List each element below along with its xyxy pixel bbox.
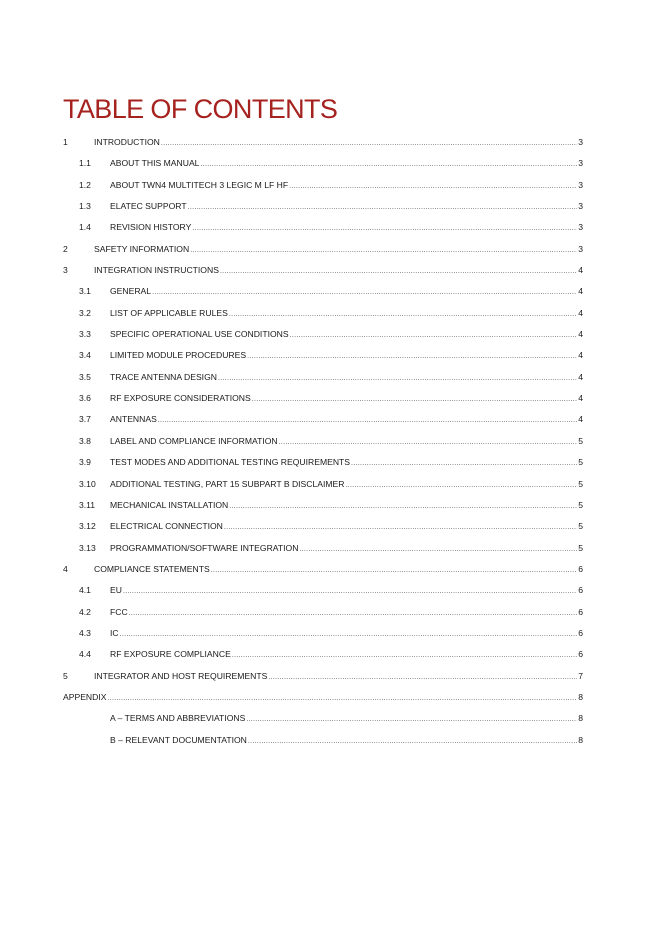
toc-entry-number: 1.4 — [79, 222, 91, 233]
toc-entry[interactable] — [63, 132, 583, 153]
toc-dot-leader — [229, 304, 577, 325]
toc-entry-page-number: 5 — [578, 435, 583, 446]
toc-entry-number: 4 — [63, 563, 68, 574]
toc-entry-number: 1.2 — [79, 179, 91, 190]
toc-entry-title: INTEGRATION INSTRUCTIONS — [94, 265, 219, 276]
toc-entry-page-number: 4 — [578, 414, 583, 425]
toc-entry-title: EU — [110, 585, 122, 596]
toc-entry-title: SPECIFIC OPERATIONAL USE CONDITIONS — [110, 329, 289, 340]
toc-dot-leader — [279, 432, 578, 453]
toc-entry-number: 3.2 — [79, 307, 91, 318]
toc-entry-title: RF EXPOSURE CONSIDERATIONS — [110, 393, 251, 404]
toc-entry[interactable] — [63, 388, 583, 409]
toc-entry[interactable] — [63, 345, 583, 366]
toc-entry[interactable] — [63, 452, 583, 473]
toc-dot-leader — [299, 539, 577, 560]
toc-entry-page-number: 3 — [578, 243, 583, 254]
toc-entry-number: 2 — [63, 243, 68, 254]
toc-dot-leader — [247, 346, 577, 367]
toc-entry[interactable] — [63, 730, 583, 751]
toc-entry-number: 1.3 — [79, 201, 91, 212]
toc-entry[interactable] — [63, 196, 583, 217]
toc-entry-number: 4.1 — [79, 585, 91, 596]
toc-entry-page-number: 6 — [578, 563, 583, 574]
toc-dot-leader — [232, 645, 577, 666]
toc-entry-page-number: 3 — [578, 201, 583, 212]
toc-dot-leader — [289, 176, 577, 197]
toc-entry-title: LABEL AND COMPLIANCE INFORMATION — [110, 435, 278, 446]
toc-entry[interactable] — [63, 644, 583, 665]
toc-entry-page-number: 6 — [578, 585, 583, 596]
toc-dot-leader — [107, 688, 577, 709]
toc-entry[interactable] — [63, 516, 583, 537]
toc-entry[interactable] — [63, 474, 583, 495]
toc-dot-leader — [248, 731, 577, 752]
toc-entry[interactable] — [63, 324, 583, 345]
toc-entry[interactable] — [63, 281, 583, 302]
toc-entry-title: INTEGRATOR AND HOST REQUIREMENTS — [94, 670, 268, 681]
toc-entry-number: 5 — [63, 670, 68, 681]
toc-entry-number: 3.1 — [79, 286, 91, 297]
toc-entry-title: LIMITED MODULE PROCEDURES — [110, 350, 247, 361]
toc-entry-title: RF EXPOSURE COMPLIANCE — [110, 649, 231, 660]
toc-entry[interactable] — [63, 708, 583, 729]
toc-entry[interactable] — [63, 687, 583, 708]
toc-entry[interactable] — [63, 153, 583, 174]
toc-dot-leader — [152, 282, 577, 303]
toc-entry[interactable] — [63, 666, 583, 687]
toc-entry[interactable] — [63, 559, 583, 580]
toc-dot-leader — [129, 603, 578, 624]
toc-entry-page-number: 3 — [578, 158, 583, 169]
toc-entry[interactable] — [63, 580, 583, 601]
toc-entry-number: 3.4 — [79, 350, 91, 361]
toc-entry-title: COMPLIANCE STATEMENTS — [94, 563, 210, 574]
toc-entry-page-number: 5 — [578, 478, 583, 489]
toc-entry[interactable] — [63, 303, 583, 324]
toc-entry-title: B – RELEVANT DOCUMENTATION — [110, 734, 247, 745]
toc-dot-leader — [246, 709, 577, 730]
toc-entry-page-number: 4 — [578, 371, 583, 382]
toc-dot-leader — [268, 667, 577, 688]
toc-entry-title: ABOUT TWN4 MULTITECH 3 LEGIC M LF HF — [110, 179, 289, 190]
toc-entry-page-number: 6 — [578, 649, 583, 660]
toc-dot-leader — [345, 475, 577, 496]
toc-entry-number: 3 — [63, 265, 68, 276]
toc-entry[interactable] — [63, 431, 583, 452]
toc-entry-page-number: 5 — [578, 499, 583, 510]
toc-entry-number: 3.11 — [79, 499, 96, 510]
toc-entry-page-number: 4 — [578, 265, 583, 276]
toc-entry[interactable] — [63, 175, 583, 196]
toc-entry-number: 1.1 — [79, 158, 91, 169]
toc-entry-page-number: 4 — [578, 286, 583, 297]
toc-dot-leader — [120, 624, 578, 645]
toc-dot-leader — [123, 581, 577, 602]
toc-entry-title: ANTENNAS — [110, 414, 157, 425]
toc-entry-page-number: 8 — [578, 713, 583, 724]
toc-entry-page-number: 6 — [578, 627, 583, 638]
toc-entry-page-number: 3 — [578, 137, 583, 147]
toc-dot-leader — [351, 453, 577, 474]
toc-entry-title: ABOUT THIS MANUAL — [110, 158, 200, 169]
toc-entry-page-number: 8 — [578, 734, 583, 745]
toc-entry-page-number: 5 — [578, 457, 583, 468]
toc-entry-number: 3.9 — [79, 457, 91, 468]
toc-entry-number: 4.3 — [79, 627, 91, 638]
toc-entry[interactable] — [63, 495, 583, 516]
toc-entry-number: 4.2 — [79, 606, 91, 617]
toc-entry-number: 3.10 — [79, 478, 96, 489]
toc-entry-page-number: 3 — [578, 222, 583, 233]
toc-entry-page-number: 5 — [578, 542, 583, 553]
toc-entry-number: 3.5 — [79, 371, 91, 382]
toc-dot-leader — [220, 261, 577, 282]
toc-title: TABLE OF CONTENTS — [63, 94, 338, 124]
toc-entry-title: TRACE ANTENNA DESIGN — [110, 371, 217, 382]
toc-entry-number: 3.12 — [79, 521, 96, 532]
toc-entry-number: 3.3 — [79, 329, 91, 340]
toc-entry-number: 3.13 — [79, 542, 96, 553]
toc-dot-leader — [224, 517, 577, 538]
toc-entry-page-number: 4 — [578, 329, 583, 340]
toc-entry-title: APPENDIX — [63, 691, 107, 702]
toc-entry-title: GENERAL — [110, 286, 152, 297]
toc-entry-title: ELECTRICAL CONNECTION — [110, 521, 223, 532]
toc-entry[interactable] — [63, 239, 583, 260]
toc-entry-page-number: 8 — [578, 691, 583, 702]
toc-entry[interactable] — [63, 260, 583, 281]
toc-entry-page-number: 6 — [578, 606, 583, 617]
table-of-contents — [63, 132, 583, 751]
toc-entry-title: MECHANICAL INSTALLATION — [110, 499, 229, 510]
toc-entry[interactable] — [63, 217, 583, 238]
toc-dot-leader — [200, 154, 577, 175]
toc-dot-leader — [218, 368, 577, 389]
toc-dot-leader — [290, 325, 578, 346]
toc-entry-title: PROGRAMMATION/SOFTWARE INTEGRATION — [110, 542, 299, 553]
toc-entry-title: LIST OF APPLICABLE RULES — [110, 307, 228, 318]
toc-entry-title: ADDITIONAL TESTING, PART 15 SUBPART B DISCLAIMER — [110, 478, 345, 489]
toc-dot-leader — [192, 218, 577, 239]
toc-entry-number: 3.8 — [79, 435, 91, 446]
toc-dot-leader — [252, 389, 578, 410]
toc-entry[interactable] — [63, 367, 583, 388]
toc-entry-page-number: 3 — [578, 179, 583, 190]
toc-entry-page-number: 4 — [578, 307, 583, 318]
toc-entry-title: TEST MODES AND ADDITIONAL TESTING REQUIREMENTS — [110, 457, 351, 468]
toc-entry[interactable] — [63, 602, 583, 623]
toc-entry-page-number: 7 — [578, 670, 583, 681]
toc-dot-leader — [229, 496, 577, 517]
toc-entry-number: 3.7 — [79, 414, 91, 425]
toc-dot-leader — [158, 410, 577, 431]
toc-entry-number: 1 — [63, 137, 68, 147]
toc-entry[interactable] — [63, 623, 583, 644]
toc-entry[interactable] — [63, 538, 583, 559]
toc-entry-title: SAFETY INFORMATION — [94, 243, 190, 254]
toc-entry-number: 4.4 — [79, 649, 91, 660]
toc-dot-leader — [211, 560, 578, 581]
toc-entry-title: FCC — [110, 606, 128, 617]
toc-entry-title: INTRODUCTION — [94, 137, 160, 147]
toc-dot-leader — [161, 133, 577, 154]
toc-entry-page-number: 5 — [578, 521, 583, 532]
toc-entry[interactable] — [63, 409, 583, 430]
toc-dot-leader — [188, 197, 578, 218]
toc-entry-page-number: 4 — [578, 393, 583, 404]
toc-entry-page-number: 4 — [578, 350, 583, 361]
toc-entry-title: REVISION HISTORY — [110, 222, 192, 233]
toc-entry-number: 3.6 — [79, 393, 91, 404]
toc-entry-title: IC — [110, 627, 119, 638]
toc-entry-title: ELATEC SUPPORT — [110, 201, 187, 212]
toc-entry-title: A – TERMS AND ABBREVIATIONS — [110, 713, 246, 724]
toc-dot-leader — [190, 240, 577, 261]
